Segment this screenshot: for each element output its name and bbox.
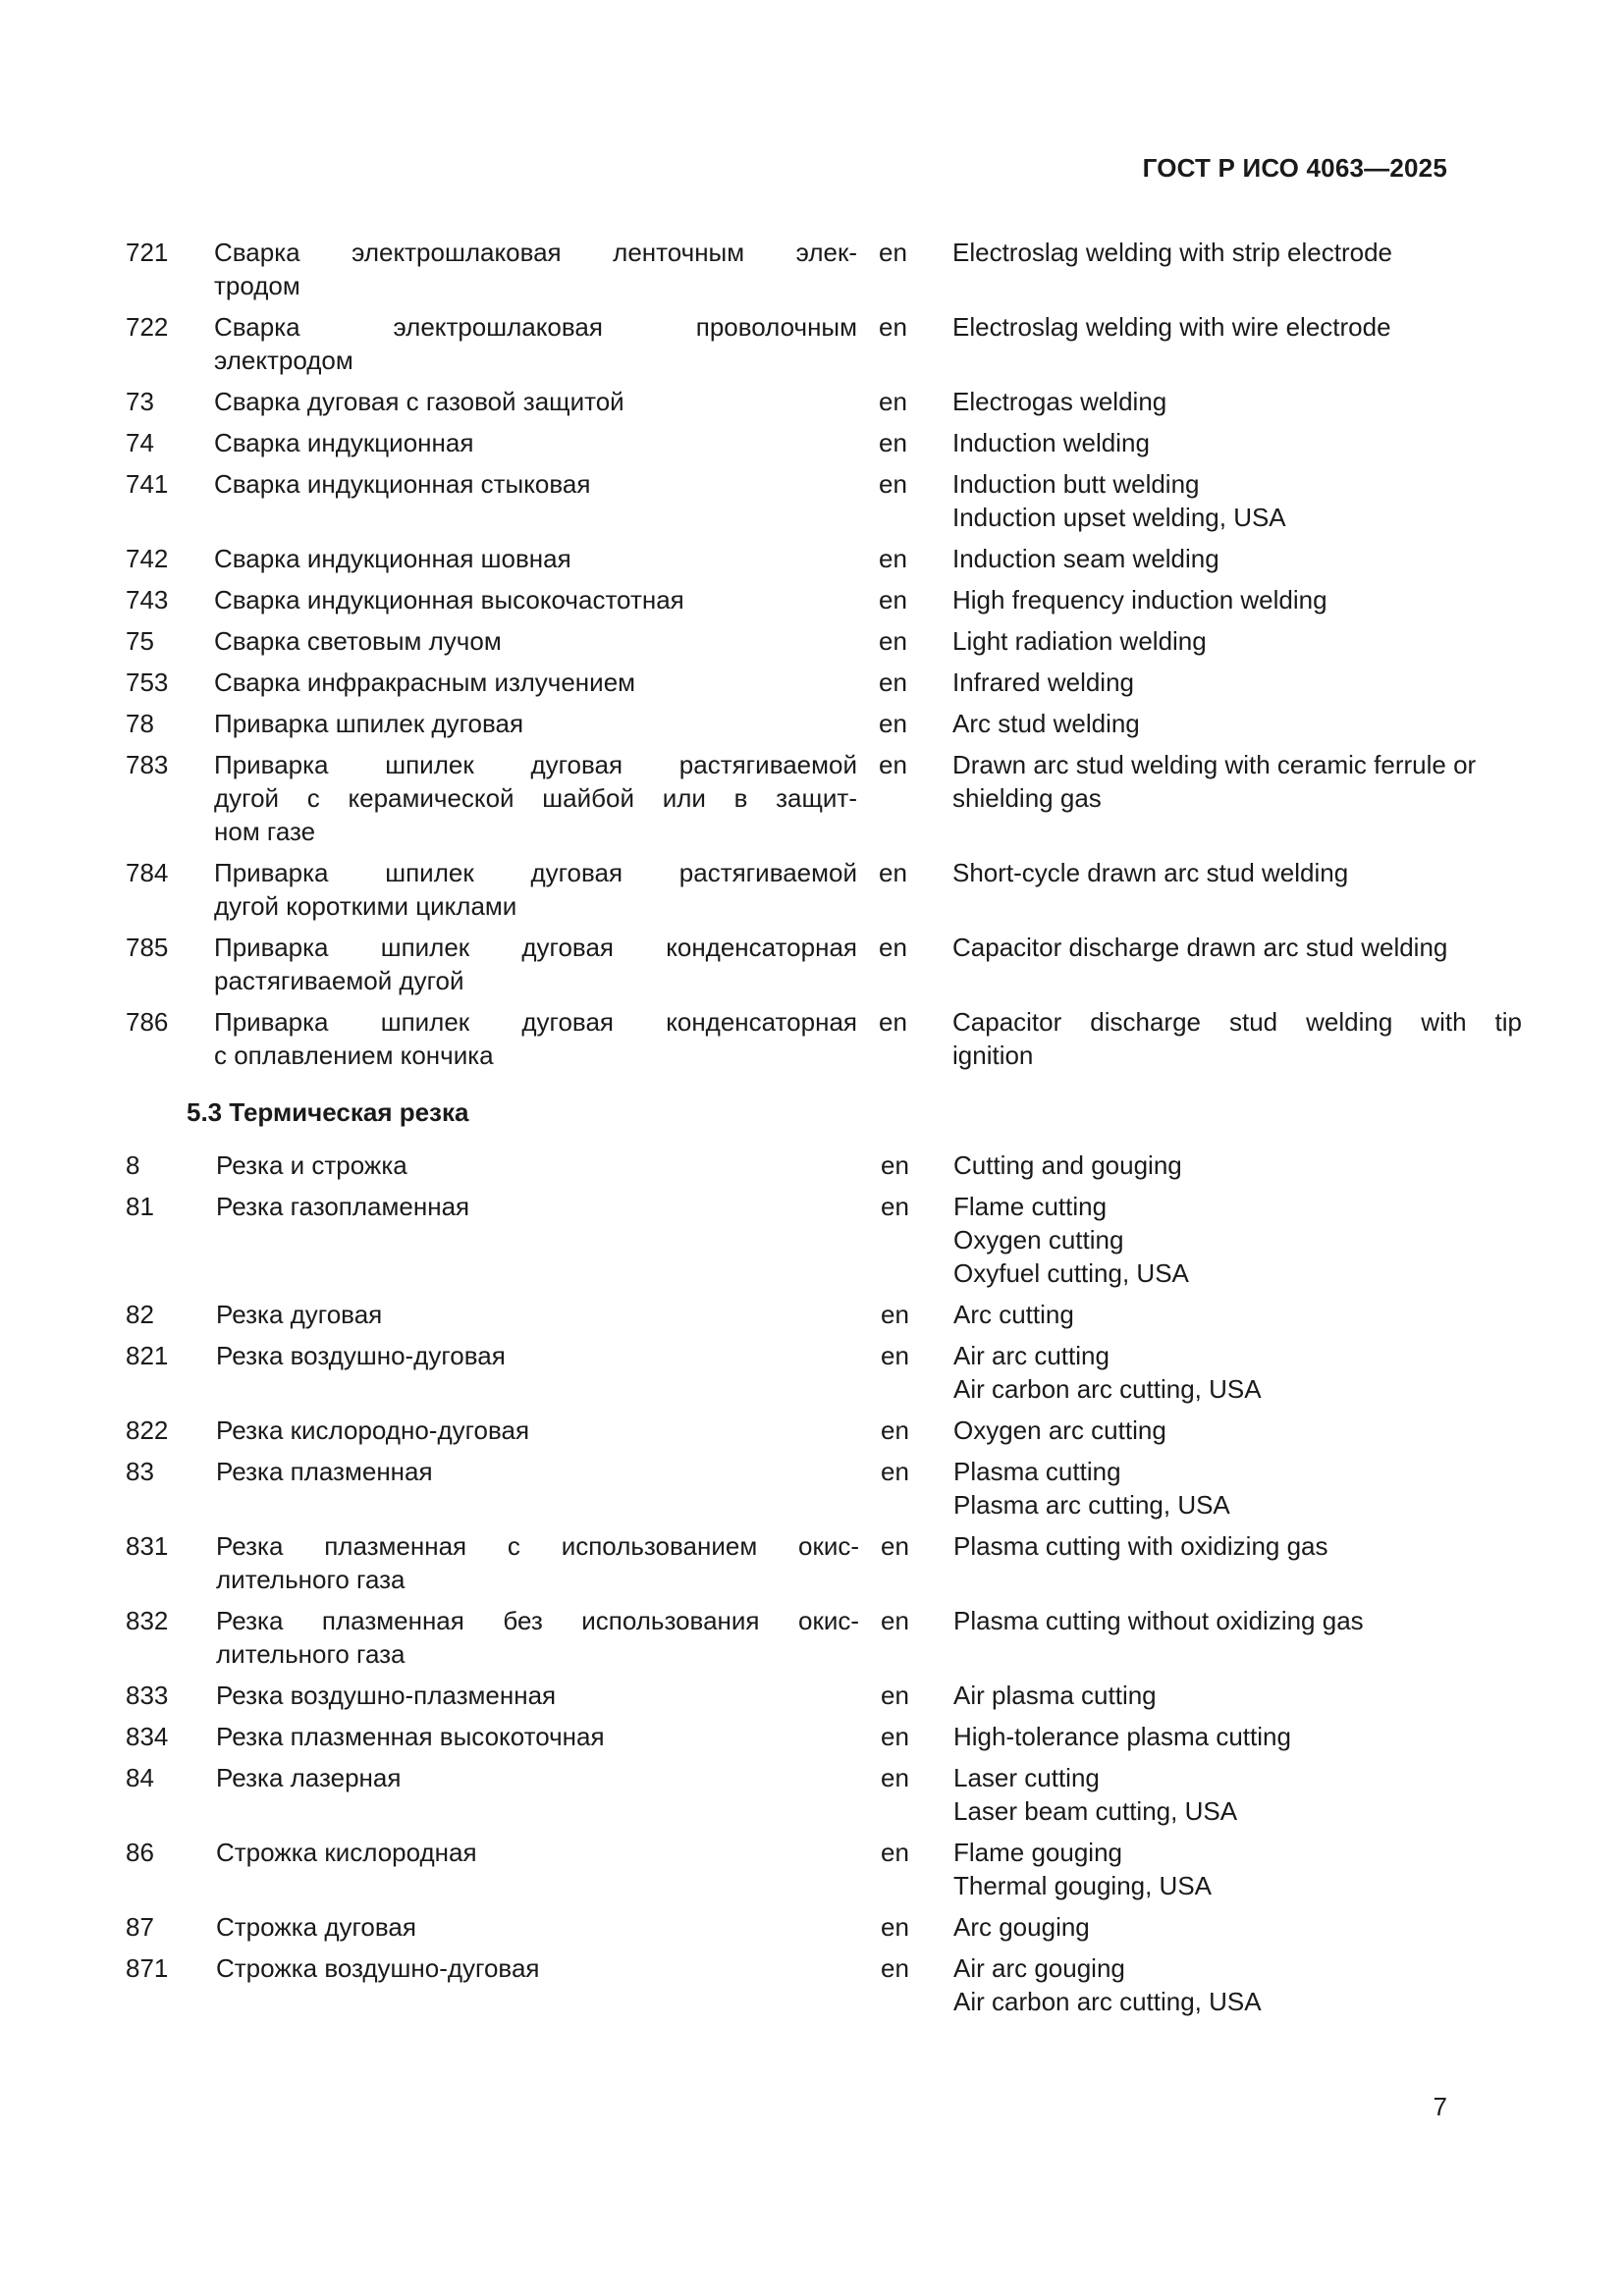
russian-term-line: с оплавлением кончика <box>214 1041 494 1070</box>
english-term-line: Induction upset welding, USA <box>952 503 1286 532</box>
section-thermal-cutting-list <box>126 1148 1451 2018</box>
russian-term-line: Резка газопламенная <box>216 1192 470 1221</box>
document-header: ГОСТ Р ИСО 4063—2025 <box>1142 153 1447 183</box>
english-term-line: Induction welding <box>952 428 1150 457</box>
process-code: 833 <box>126 1681 169 1710</box>
russian-term <box>214 1005 857 1072</box>
russian-term-line: Сварка индукционная <box>214 428 474 457</box>
russian-term <box>216 1951 859 1985</box>
language-code: en <box>879 709 907 738</box>
english-term <box>949 1679 1523 1712</box>
process-code: 834 <box>126 1722 169 1751</box>
process-code: 78 <box>126 709 154 738</box>
english-term-line: Laser beam cutting, USA <box>953 1796 1238 1826</box>
russian-term-line: Сварка инфракрасным излучением <box>214 667 636 697</box>
language-code: en <box>881 1457 909 1486</box>
term-row <box>126 856 1451 923</box>
english-term-line: High frequency induction welding <box>952 585 1327 614</box>
russian-term-line: Приварка шпилек дуговая конденсаторная <box>214 933 857 962</box>
english-term-line: Light radiation welding <box>952 626 1207 656</box>
term-row <box>126 1720 1451 1753</box>
english-term-line: Plasma arc cutting, USA <box>953 1490 1230 1520</box>
english-term-line: Arc gouging <box>953 1912 1090 1942</box>
term-row <box>126 236 1451 302</box>
english-term <box>947 467 1522 534</box>
russian-term-line: Приварка шпилек дуговая растягиваемой <box>214 750 857 779</box>
language-code: en <box>879 585 907 614</box>
process-code: 74 <box>126 428 154 457</box>
term-row <box>126 426 1451 459</box>
english-term <box>947 856 1522 889</box>
language-code: en <box>881 1763 909 1792</box>
language-code: en <box>879 858 907 887</box>
process-code: 832 <box>126 1606 169 1635</box>
russian-term-line: Резка и строжка <box>216 1150 407 1180</box>
english-term-line: Arc stud welding <box>952 709 1140 738</box>
process-code: 87 <box>126 1912 154 1942</box>
process-code: 8 <box>126 1150 140 1180</box>
language-code: en <box>879 667 907 697</box>
russian-term <box>214 583 857 616</box>
english-term-line: shielding gas <box>952 783 1102 813</box>
english-term-line: ignition <box>952 1041 1034 1070</box>
russian-term-line: Резка плазменная <box>216 1457 433 1486</box>
english-term-line: Capacitor discharge drawn arc stud welding <box>952 933 1448 962</box>
russian-term-line: растягиваемой дугой <box>214 966 464 995</box>
process-code: 783 <box>126 750 169 779</box>
term-row <box>126 1951 1451 2018</box>
english-term-line: Drawn arc stud welding with ceramic ferrule or <box>952 750 1477 779</box>
english-term-line: Electroslag welding with strip electrode <box>952 238 1392 267</box>
process-code: 871 <box>126 1953 169 1983</box>
russian-term-line: Сварка электрошлаковая проволочным <box>214 312 857 342</box>
process-code: 722 <box>126 312 169 342</box>
process-code: 784 <box>126 858 169 887</box>
russian-term <box>216 1529 859 1596</box>
term-row <box>126 624 1451 658</box>
process-code: 743 <box>126 585 169 614</box>
russian-term <box>216 1604 859 1671</box>
term-row <box>126 1190 1451 1290</box>
russian-term <box>216 1910 859 1944</box>
english-term-line: Oxyfuel cutting, USA <box>953 1258 1189 1288</box>
process-code: 785 <box>126 933 169 962</box>
english-term-line: Induction butt welding <box>952 469 1200 499</box>
english-term-line: Electrogas welding <box>952 387 1167 416</box>
language-code: en <box>881 1606 909 1635</box>
term-row <box>126 542 1451 575</box>
english-term <box>947 748 1522 815</box>
term-row <box>126 1414 1451 1447</box>
russian-term <box>214 856 857 923</box>
russian-term-line: Резка дуговая <box>216 1300 383 1329</box>
russian-term <box>216 1414 859 1447</box>
language-code: en <box>881 1722 909 1751</box>
english-term <box>947 583 1522 616</box>
english-term <box>947 236 1522 269</box>
russian-term-line: Строжка дуговая <box>216 1912 416 1942</box>
english-term <box>949 1836 1523 1902</box>
russian-term-line: Приварка шпилек дуговая конденсаторная <box>214 1007 857 1037</box>
process-code: 83 <box>126 1457 154 1486</box>
english-term <box>947 707 1522 740</box>
russian-term-line: Резка плазменная высокоточная <box>216 1722 605 1751</box>
english-term-line: Air plasma cutting <box>953 1681 1157 1710</box>
russian-term <box>216 1148 859 1182</box>
language-code: en <box>879 238 907 267</box>
section-heading: 5.3 Термическая резка <box>187 1097 469 1127</box>
russian-term-line: Резка воздушно-плазменная <box>216 1681 557 1710</box>
english-term-line: Thermal gouging, USA <box>953 1871 1213 1900</box>
russian-term-line: Сварка индукционная стыковая <box>214 469 591 499</box>
language-code: en <box>881 1912 909 1942</box>
process-code: 81 <box>126 1192 154 1221</box>
english-term-line: Short-cycle drawn arc stud welding <box>952 858 1349 887</box>
term-row <box>126 1604 1451 1671</box>
term-row <box>126 1005 1522 1072</box>
english-term <box>947 1005 1522 1072</box>
russian-term <box>214 542 857 575</box>
russian-term <box>214 666 857 699</box>
english-term-line: Flame cutting <box>953 1192 1108 1221</box>
english-term-line: Induction seam welding <box>952 544 1219 573</box>
process-code: 721 <box>126 238 169 267</box>
term-row <box>126 1455 1451 1522</box>
russian-term <box>214 707 857 740</box>
russian-term-line: Резка воздушно-дуговая <box>216 1341 506 1370</box>
russian-term <box>214 236 857 302</box>
russian-term-line: тродом <box>214 271 300 300</box>
russian-term-line: ном газе <box>214 817 316 846</box>
russian-term-line: Сварка световым лучом <box>214 626 502 656</box>
russian-term-line: Резка кислородно-дуговая <box>216 1415 530 1445</box>
english-term-line: Electroslag welding with wire electrode <box>952 312 1391 342</box>
russian-term-line: дугой короткими циклами <box>214 891 517 921</box>
english-term-line: Plasma cutting <box>953 1457 1121 1486</box>
language-code: en <box>881 1300 909 1329</box>
russian-term <box>216 1339 859 1372</box>
process-code: 753 <box>126 667 169 697</box>
english-term-line: Arc cutting <box>953 1300 1074 1329</box>
russian-term <box>216 1720 859 1753</box>
language-code: en <box>879 626 907 656</box>
language-code: en <box>879 933 907 962</box>
english-term <box>949 1339 1523 1406</box>
english-term <box>947 624 1522 658</box>
language-code: en <box>879 1007 907 1037</box>
english-term-line: Air arc gouging <box>953 1953 1125 1983</box>
english-term <box>949 1190 1523 1290</box>
english-term <box>949 1455 1523 1522</box>
term-row <box>126 1761 1451 1828</box>
russian-term-line: Сварка индукционная шовная <box>214 544 571 573</box>
russian-term-line: Приварка шпилек дуговая растягиваемой <box>214 858 857 887</box>
english-term-line: Oxygen arc cutting <box>953 1415 1166 1445</box>
term-row <box>126 1529 1451 1596</box>
russian-term-line: Сварка индукционная высокочастотная <box>214 585 684 614</box>
russian-term-line: Строжка воздушно-дуговая <box>216 1953 540 1983</box>
process-code: 75 <box>126 626 154 656</box>
russian-term <box>216 1455 859 1488</box>
russian-term <box>216 1836 859 1869</box>
language-code: en <box>881 1341 909 1370</box>
term-row <box>126 707 1451 740</box>
english-term <box>949 1720 1523 1753</box>
english-term-line: Oxygen cutting <box>953 1225 1124 1255</box>
language-code: en <box>879 469 907 499</box>
russian-term <box>216 1761 859 1794</box>
language-code: en <box>881 1681 909 1710</box>
term-row <box>126 1679 1451 1712</box>
language-code: en <box>881 1838 909 1867</box>
section-welding-list <box>126 236 1522 1072</box>
english-term <box>947 310 1522 344</box>
english-term <box>949 1910 1523 1944</box>
russian-term <box>214 426 857 459</box>
russian-term-line: Резка плазменная без использования окис- <box>216 1606 859 1635</box>
russian-term-line: лительного газа <box>216 1565 406 1594</box>
russian-term <box>216 1298 859 1331</box>
english-term-line: Infrared welding <box>952 667 1134 697</box>
language-code: en <box>879 387 907 416</box>
process-code: 86 <box>126 1838 154 1867</box>
page-number: 7 <box>1433 2092 1447 2121</box>
process-code: 742 <box>126 544 169 573</box>
process-code: 786 <box>126 1007 169 1037</box>
term-row <box>126 467 1451 534</box>
russian-term-line: Резка лазерная <box>216 1763 402 1792</box>
process-code: 73 <box>126 387 154 416</box>
english-term <box>949 1148 1523 1182</box>
term-row <box>126 583 1451 616</box>
english-term <box>949 1529 1523 1563</box>
term-row <box>126 1910 1451 1944</box>
russian-term <box>214 931 857 997</box>
language-code: en <box>881 1531 909 1561</box>
language-code: en <box>881 1192 909 1221</box>
term-row <box>126 310 1451 377</box>
russian-term <box>214 748 857 848</box>
english-term-line: Cutting and gouging <box>953 1150 1182 1180</box>
english-term-line: Plasma cutting with oxidizing gas <box>953 1531 1328 1561</box>
russian-term <box>216 1679 859 1712</box>
english-term-line: Air carbon arc cutting, USA <box>953 1374 1262 1404</box>
term-row <box>126 748 1477 848</box>
russian-term <box>214 310 857 377</box>
english-term <box>949 1298 1523 1331</box>
term-row <box>126 385 1451 418</box>
language-code: en <box>879 750 907 779</box>
russian-term-line: Строжка кислородная <box>216 1838 477 1867</box>
english-term-line: Capacitor discharge stud welding with tip <box>952 1007 1522 1037</box>
english-term-line: Air arc cutting <box>953 1341 1110 1370</box>
language-code: en <box>881 1150 909 1180</box>
english-term <box>947 426 1522 459</box>
russian-term-line: Сварка дуговая с газовой защитой <box>214 387 624 416</box>
english-term-line: Laser cutting <box>953 1763 1100 1792</box>
english-term-line: Air carbon arc cutting, USA <box>953 1987 1262 2016</box>
english-term <box>949 1761 1523 1828</box>
language-code: en <box>881 1953 909 1983</box>
term-row <box>126 666 1451 699</box>
english-term <box>949 1414 1523 1447</box>
language-code: en <box>879 544 907 573</box>
russian-term-line: Сварка электрошлаковая ленточным элек- <box>214 238 857 267</box>
process-code: 821 <box>126 1341 169 1370</box>
russian-term <box>214 385 857 418</box>
english-term <box>947 542 1522 575</box>
term-row <box>126 1836 1451 1902</box>
english-term-line: High-tolerance plasma cutting <box>953 1722 1291 1751</box>
russian-term <box>214 467 857 501</box>
language-code: en <box>879 428 907 457</box>
english-term <box>949 1951 1523 2018</box>
russian-term-line: лительного газа <box>216 1639 406 1669</box>
process-code: 82 <box>126 1300 154 1329</box>
english-term <box>947 385 1522 418</box>
language-code: en <box>879 312 907 342</box>
russian-term-line: электродом <box>214 346 353 375</box>
english-term <box>949 1604 1523 1637</box>
russian-term-line: дугой с керамической шайбой или в защит- <box>214 783 857 813</box>
english-term-line: Plasma cutting without oxidizing gas <box>953 1606 1364 1635</box>
document-content <box>126 236 1522 2026</box>
process-code: 84 <box>126 1763 154 1792</box>
process-code: 741 <box>126 469 169 499</box>
english-term <box>947 666 1522 699</box>
term-row <box>126 1148 1451 1182</box>
term-row <box>126 1298 1451 1331</box>
russian-term-line: Резка плазменная с использованием окис- <box>216 1531 859 1561</box>
term-row <box>126 1339 1451 1406</box>
process-code: 822 <box>126 1415 169 1445</box>
language-code: en <box>881 1415 909 1445</box>
process-code: 831 <box>126 1531 169 1561</box>
term-row <box>126 931 1451 997</box>
russian-term <box>216 1190 859 1223</box>
english-term-line: Flame gouging <box>953 1838 1122 1867</box>
russian-term <box>214 624 857 658</box>
english-term <box>947 931 1522 964</box>
russian-term-line: Приварка шпилек дуговая <box>214 709 524 738</box>
